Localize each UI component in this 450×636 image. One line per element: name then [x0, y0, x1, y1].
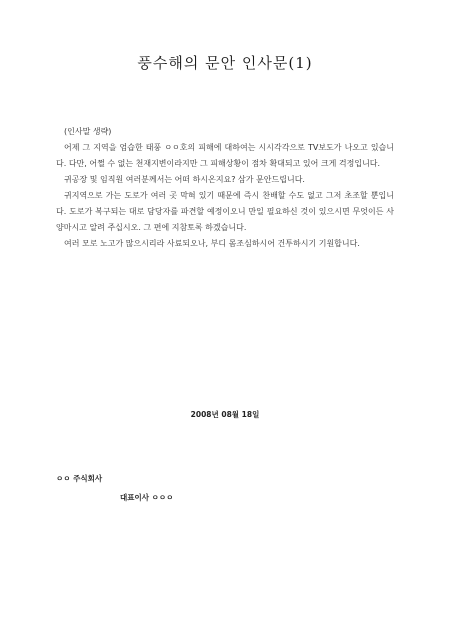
paragraph-4: 여러 모로 노고가 많으시리라 사료되오나, 부디 몸조심하시어 건투하시기 기원합니다.	[64, 239, 360, 248]
ceo-signature: 대표이사 ㅇㅇㅇ	[120, 493, 174, 502]
paragraph-1: 어제 그 지역을 엄습한 태풍 ㅇㅇ호의 피해에 대하여는 시시각각으로 TV보도가 나오고 있습니다. 다만, 어쩔 수 없는 천재지변이라지만 그 피해상황이 점차 확대되고 있어 크게 걱정입니다.	[56, 143, 394, 168]
paragraph-2: 귀공장 및 임직원 여러분께서는 어떠 하시온지요? 삼가 문안드립니다.	[64, 175, 305, 184]
document-title: 풍수해의 문안 인사문(1)	[137, 54, 313, 72]
paragraph-3: 귀지역으로 가는 도로가 여러 곳 막혀 있기 때문에 즉시 찬배할 수도 없고 그저 초조할 뿐입니다. 도로가 복구되는 대로 담당자를 파견할 예정이오니 만일 필요하신 것이 있으시면 무엇이든 사양마시고 알려 주십시오. 그 편에 지참토록 하겠습니다.	[56, 191, 394, 232]
document-body	[56, 124, 394, 252]
company-name: ㅇㅇ 주식회사	[56, 474, 103, 483]
greeting-note: (인사말 생략)	[64, 127, 112, 136]
document-date: 2008년 08월 18일	[190, 410, 260, 419]
